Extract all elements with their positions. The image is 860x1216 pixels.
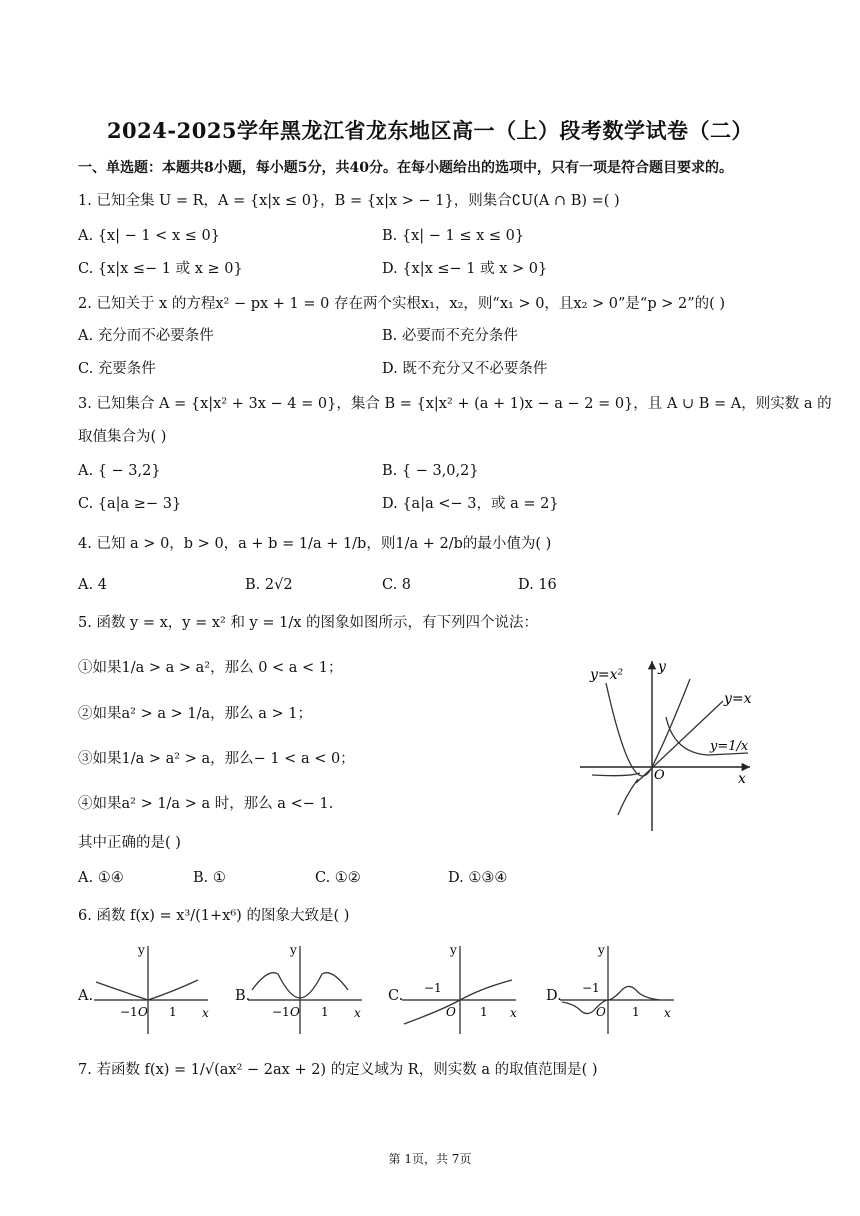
label-y-x-squared: y=x² [590, 667, 624, 683]
question-5-option-d: D. ①③④ [448, 870, 508, 886]
question-4-option-c: C. 8 [382, 577, 412, 593]
label-y-x: y=x [724, 691, 752, 707]
section-heading: 一、单选题：本题共8小题，每小题5分，共40分。在每小题给出的选项中，只有一项是符合题目要求的。 [78, 160, 733, 176]
question-5-option-a: A. ①④ [78, 870, 124, 886]
question-1-option-d: D. {x|x ≤− 1 或 x > 0} [382, 261, 548, 277]
svg-text:−1: −1 [272, 1005, 290, 1019]
svg-text:1: 1 [632, 1005, 640, 1019]
question-6-option-b-label: B. [235, 988, 251, 1004]
axis-label-y: y [658, 659, 666, 675]
question-5-statement-1: ①如果1/a > a > a²，那么 0 < a < 1； [78, 660, 343, 676]
question-5-stem: 5. 函数 y = x，y = x² 和 y = 1/x 的图象如图所示，有下列四个说法： [78, 615, 539, 631]
label-y-inverse: y=1/x [710, 739, 749, 754]
curve-y-x-squared [606, 679, 690, 776]
question-1-option-a: A. {x| − 1 < x ≤ 0} [78, 228, 220, 244]
question-6-graph-a [94, 940, 214, 1036]
svg-text:O: O [290, 1005, 300, 1019]
question-5-option-c: C. ①② [315, 870, 361, 886]
question-4-option-d: D. 16 [518, 577, 557, 593]
axis-label-y: y [138, 943, 145, 957]
tick-neg-one: −1 [120, 1005, 138, 1019]
question-3-option-d: D. {a|a <− 3，或 a = 2} [382, 496, 559, 512]
origin-label: O [654, 768, 665, 783]
question-2-stem: 2. 已知关于 x 的方程x² − px + 1 = 0 存在两个实根x₁，x₂，则“x₁ > 0，且x₂ > 0”是“p > 2”的( ) [78, 296, 726, 312]
question-3-option-b: B. { − 3,0,2} [382, 463, 479, 479]
question-2-option-a: A. 充分而不必要条件 [78, 328, 214, 344]
question-5-option-b: B. ① [193, 870, 226, 886]
question-1-option-c: C. {x|x ≤− 1 或 x ≥ 0} [78, 261, 243, 277]
svg-text:−1: −1 [424, 981, 442, 995]
question-5-graph [578, 655, 764, 833]
question-3-option-a: A. { − 3,2} [78, 463, 161, 479]
svg-text:y: y [290, 943, 297, 957]
question-6-graph-c [402, 940, 522, 1036]
curve-y-inverse-left [592, 773, 640, 815]
question-6-option-a-label: A. [78, 988, 94, 1004]
question-5-statement-2: ②如果a² > a > 1/a，那么 a > 1； [78, 706, 312, 722]
question-6-option-d-label: D. [546, 988, 562, 1004]
question-4-option-a: A. 4 [78, 577, 107, 593]
svg-text:y: y [450, 943, 457, 957]
question-6-stem: 6. 函数 f(x) = x³/(1+x⁶) 的图象大致是( ) [78, 908, 350, 924]
page-title: 2024-2025学年黑龙江省龙东地区高一（上）段考数学试卷（二） [106, 118, 754, 143]
question-6-option-c-label: C. [388, 988, 404, 1004]
question-1-option-b: B. {x| − 1 ≤ x ≤ 0} [382, 228, 525, 244]
svg-text:1: 1 [321, 1005, 329, 1019]
question-2-option-b: B. 必要而不充分条件 [382, 328, 518, 344]
question-6-graph-b [248, 940, 368, 1036]
axis-label-x: x [202, 1006, 209, 1020]
svg-text:O: O [596, 1005, 606, 1019]
page-footer: 第 1页，共 7页 [388, 1152, 472, 1166]
question-3-stem: 3. 已知集合 A = {x|x² + 3x − 4 = 0}，集合 B = {x|x² + (a + 1)x − a − 2 = 0}，且 A ∪ B = A，则实数 a 的 [78, 396, 832, 412]
svg-text:y: y [598, 943, 605, 957]
question-5-ask: 其中正确的是( ) [78, 835, 181, 851]
question-1-stem: 1. 已知全集 U = R，A = {x|x ≤ 0}，B = {x|x > − 1}，则集合∁U(A ∩ B) =( ) [78, 193, 620, 209]
question-7-stem: 7. 若函数 f(x) = 1/√(ax² − 2ax + 2) 的定义域为 R，则实数 a 的取值范围是( ) [78, 1062, 598, 1078]
svg-text:−1: −1 [582, 981, 600, 995]
svg-text:O: O [446, 1005, 456, 1019]
question-4-stem: 4. 已知 a > 0，b > 0，a + b = 1/a + 1/b，则1/a + 2/b的最小值为( ) [78, 536, 552, 552]
tick-one: 1 [169, 1005, 177, 1019]
question-4-option-b: B. 2√2 [245, 577, 293, 593]
question-5-statement-3: ③如果1/a > a² > a，那么− 1 < a < 0； [78, 751, 355, 767]
svg-text:x: x [354, 1006, 361, 1020]
question-3-stem-cont: 取值集合为( ) [78, 429, 167, 445]
axis-label-x: x [738, 771, 746, 787]
question-3-option-c: C. {a|a ≥− 3} [78, 496, 182, 512]
question-6-graph-d [560, 940, 680, 1036]
tick-origin: O [138, 1005, 148, 1019]
svg-text:x: x [510, 1006, 517, 1020]
question-5-statement-4: ④如果a² > 1/a > a 时，那么 a <− 1. [78, 796, 334, 812]
question-2-option-d: D. 既不充分又不必要条件 [382, 361, 548, 377]
svg-text:1: 1 [480, 1005, 488, 1019]
question-2-option-c: C. 充要条件 [78, 361, 156, 377]
svg-text:x: x [664, 1006, 671, 1020]
